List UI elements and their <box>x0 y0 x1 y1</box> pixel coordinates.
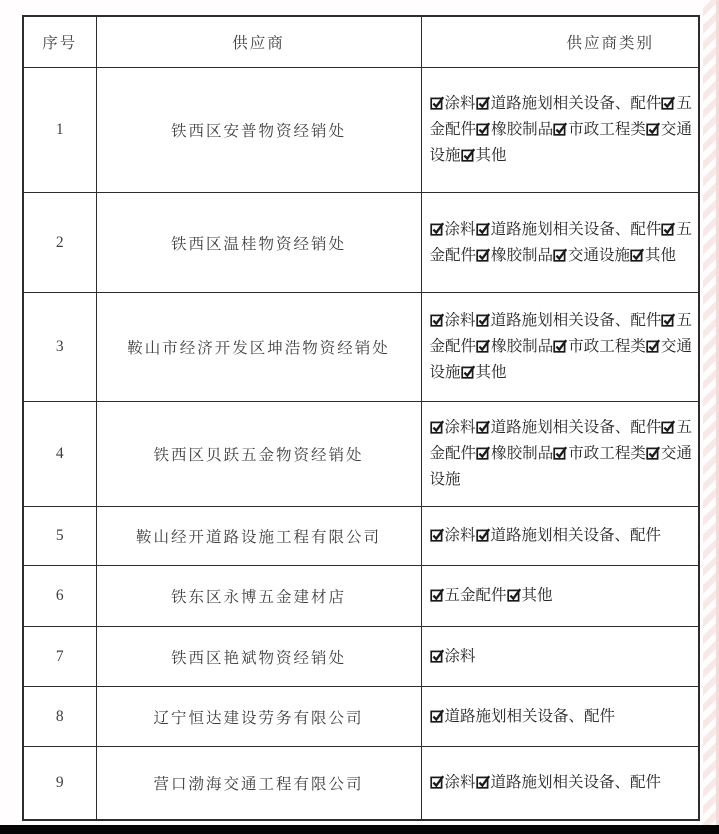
table-row <box>23 402 699 507</box>
table-row <box>23 566 699 627</box>
category-item <box>430 587 507 604</box>
category-label: 五金配件 <box>444 587 507 604</box>
category-label: 五金配件 <box>429 220 692 264</box>
supplier-categories-cell <box>421 627 699 687</box>
checked-checkbox-icon <box>646 339 660 353</box>
category-item <box>553 121 646 138</box>
table-row <box>23 507 699 566</box>
checked-checkbox-icon <box>661 313 675 327</box>
checked-checkbox-icon <box>553 446 567 460</box>
category-item <box>461 147 507 164</box>
supplier-categories-cell <box>421 293 699 402</box>
category-item <box>476 247 553 264</box>
header-cell-no: 序号 <box>23 16 96 68</box>
supplier-categories-cell <box>421 402 699 507</box>
table-body <box>23 68 699 820</box>
checked-checkbox-icon <box>507 588 521 602</box>
checked-checkbox-icon <box>430 313 444 327</box>
checked-checkbox-icon <box>430 775 444 789</box>
supplier-categories-cell <box>421 507 699 566</box>
category-label: 涂料 <box>444 773 476 791</box>
category-item <box>630 247 676 264</box>
checked-checkbox-icon <box>661 96 675 110</box>
checked-checkbox-icon <box>476 222 490 236</box>
category-label: 其他 <box>475 147 507 164</box>
checked-checkbox-icon <box>476 775 490 789</box>
checked-checkbox-icon <box>430 222 444 236</box>
category-label: 五金配件 <box>429 95 692 138</box>
checked-checkbox-icon <box>476 420 490 434</box>
checked-checkbox-icon <box>661 420 675 434</box>
category-item <box>476 338 553 355</box>
checked-checkbox-icon <box>553 248 567 262</box>
supplier-table <box>22 15 700 821</box>
category-label: 其他 <box>521 587 553 604</box>
table-row <box>23 293 699 402</box>
category-label: 涂料 <box>444 419 476 436</box>
checked-checkbox-icon <box>646 446 660 460</box>
category-item <box>476 774 662 791</box>
category-label: 涂料 <box>444 95 476 112</box>
header-row <box>23 16 699 68</box>
category-label: 市政工程类 <box>568 121 646 138</box>
category-label: 市政工程类 <box>568 445 646 462</box>
category-label: 涂料 <box>444 312 476 329</box>
supplier-name-cell: 铁东区永博五金建材店 <box>96 566 421 627</box>
category-item <box>476 121 553 138</box>
category-label: 道路施划相关设备、配件 <box>490 773 662 791</box>
row-number-cell: 7 <box>23 627 96 687</box>
category-label: 交通设施 <box>568 246 631 264</box>
category-label: 交通设施 <box>429 445 692 488</box>
checked-checkbox-icon <box>553 339 567 353</box>
category-item <box>476 419 662 436</box>
checked-checkbox-icon <box>661 222 675 236</box>
checked-checkbox-icon <box>476 248 490 262</box>
checked-checkbox-icon <box>461 365 475 379</box>
table-row <box>23 747 699 820</box>
checked-checkbox-icon <box>476 122 490 136</box>
supplier-name-cell: 鞍山经开道路设施工程有限公司 <box>96 507 421 566</box>
table-row <box>23 627 699 687</box>
category-item <box>553 247 630 264</box>
checked-checkbox-icon <box>476 313 490 327</box>
supplier-name-cell: 鞍山市经济开发区坤浩物资经销处 <box>96 293 421 402</box>
supplier-name-cell: 营口渤海交通工程有限公司 <box>96 747 421 820</box>
row-number-cell: 2 <box>23 193 96 293</box>
category-label: 涂料 <box>444 527 476 544</box>
table-row <box>23 687 699 747</box>
row-number-cell: 8 <box>23 687 96 747</box>
checked-checkbox-icon <box>476 528 490 542</box>
category-item <box>476 95 662 112</box>
category-item <box>507 587 553 604</box>
category-label: 橡胶制品 <box>491 121 554 138</box>
supplier-categories-cell <box>421 566 699 627</box>
category-label: 涂料 <box>444 220 476 238</box>
supplier-categories-cell <box>421 747 699 820</box>
category-label: 道路施划相关设备、配件 <box>490 312 662 329</box>
checked-checkbox-icon <box>476 339 490 353</box>
category-label: 五金配件 <box>429 419 692 462</box>
category-item <box>553 445 646 462</box>
table-row <box>23 68 699 193</box>
supplier-name-cell: 铁西区温桂物资经销处 <box>96 193 421 293</box>
category-item <box>430 708 616 725</box>
row-number-cell: 6 <box>23 566 96 627</box>
category-item <box>430 527 476 544</box>
checked-checkbox-icon <box>646 122 660 136</box>
checked-checkbox-icon <box>430 709 444 723</box>
checked-checkbox-icon <box>430 420 444 434</box>
category-item <box>430 312 476 329</box>
bottom-edge-bar <box>0 825 719 834</box>
checked-checkbox-icon <box>476 446 490 460</box>
category-label: 交通设施 <box>429 338 692 381</box>
category-label: 橡胶制品 <box>491 246 554 264</box>
checked-checkbox-icon <box>430 649 444 663</box>
page-right-margin-texture <box>703 0 719 826</box>
category-item <box>430 95 476 112</box>
header-cell-supplier: 供应商 <box>96 16 421 68</box>
row-number-cell: 5 <box>23 507 96 566</box>
category-label: 道路施划相关设备、配件 <box>490 95 662 112</box>
checked-checkbox-icon <box>476 96 490 110</box>
supplier-name-cell: 铁西区安普物资经销处 <box>96 68 421 193</box>
category-label: 五金配件 <box>429 312 692 355</box>
supplier-categories-cell <box>421 687 699 747</box>
category-item <box>476 312 662 329</box>
checked-checkbox-icon <box>430 528 444 542</box>
category-label: 其他 <box>475 364 507 381</box>
category-label: 橡胶制品 <box>491 445 554 462</box>
checked-checkbox-icon <box>430 588 444 602</box>
checked-checkbox-icon <box>630 248 644 262</box>
table-row <box>23 193 699 293</box>
category-label: 其他 <box>645 246 677 264</box>
category-item <box>430 419 476 436</box>
category-label: 道路施划相关设备、配件 <box>490 220 662 238</box>
category-item <box>430 648 476 665</box>
category-label: 道路施划相关设备、配件 <box>490 419 662 436</box>
category-label: 道路施划相关设备、配件 <box>490 527 662 544</box>
checked-checkbox-icon <box>553 122 567 136</box>
supplier-name-cell: 辽宁恒达建设劳务有限公司 <box>96 687 421 747</box>
category-item <box>476 445 553 462</box>
checked-checkbox-icon <box>430 96 444 110</box>
category-label: 交通设施 <box>429 121 692 164</box>
row-number-cell: 9 <box>23 747 96 820</box>
supplier-name-cell: 铁西区艳斌物资经销处 <box>96 627 421 687</box>
header-cell-category: 供应商类别 <box>421 16 699 68</box>
category-item <box>476 527 662 544</box>
supplier-name-cell: 铁西区贝跃五金物资经销处 <box>96 402 421 507</box>
category-label: 橡胶制品 <box>491 338 554 355</box>
row-number-cell: 4 <box>23 402 96 507</box>
category-item <box>476 221 662 238</box>
category-label: 道路施划相关设备、配件 <box>444 707 616 725</box>
category-label: 市政工程类 <box>568 338 646 355</box>
checked-checkbox-icon <box>461 148 475 162</box>
row-number-cell: 1 <box>23 68 96 193</box>
category-item <box>430 774 476 791</box>
category-label: 涂料 <box>444 647 476 665</box>
category-item <box>461 364 507 381</box>
category-item <box>553 338 646 355</box>
category-item <box>430 221 476 238</box>
supplier-categories-cell <box>421 68 699 193</box>
row-number-cell: 3 <box>23 293 96 402</box>
supplier-categories-cell <box>421 193 699 293</box>
